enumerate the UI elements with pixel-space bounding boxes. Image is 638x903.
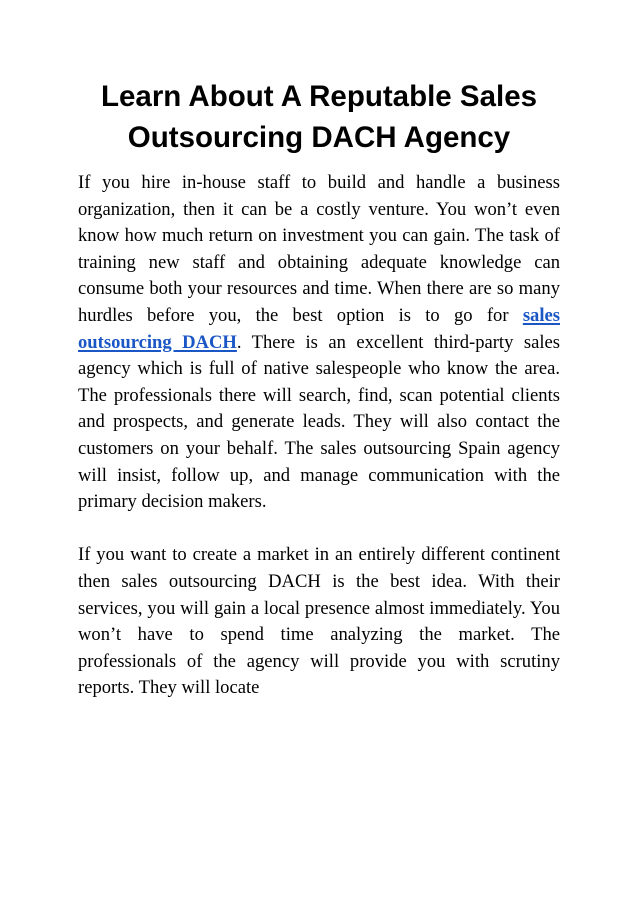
paragraph-1-text-before-link: If you hire in-house staff to build and handle a business organization, then it can be a costly venture. You won’t even know how much return on investment you can gain. The task of training new staff and obtaining adequate knowledge can consume both your resources and time. When there are so many hurdles before you, the best option is to go for bbox=[78, 172, 560, 326]
title-line-2: Outsourcing DACH Agency bbox=[127, 121, 511, 154]
paragraph-2: If you want to create a market in an entirely different continent then sales outsourcing DACH is the best idea. With their services, you will gain a local presence almost immediately. You won’t have to spend time analyzing the market. The professionals of the agency will provide you with scrutiny reports. They will locate bbox=[78, 544, 560, 699]
title-line-1: Learn About A Reputable Sales bbox=[100, 80, 538, 113]
sales-outsourcing-dach-link[interactable]: sales outsourcing DACH bbox=[78, 304, 560, 353]
paragraph-1-text-after-link: . There is an excellent third-party sales agency which is full of native salespeople who know the area. The professionals there will search, find, scan potential clients and prospects, and generate leads. They will also contact the customers on your behalf. The sales outsourcing Spain agency will insist, follow up, and manage communication with the primary decision makers. bbox=[78, 331, 560, 513]
document-content bbox=[78, 76, 560, 702]
document-title bbox=[78, 76, 560, 158]
paragraph-1 bbox=[78, 170, 560, 516]
